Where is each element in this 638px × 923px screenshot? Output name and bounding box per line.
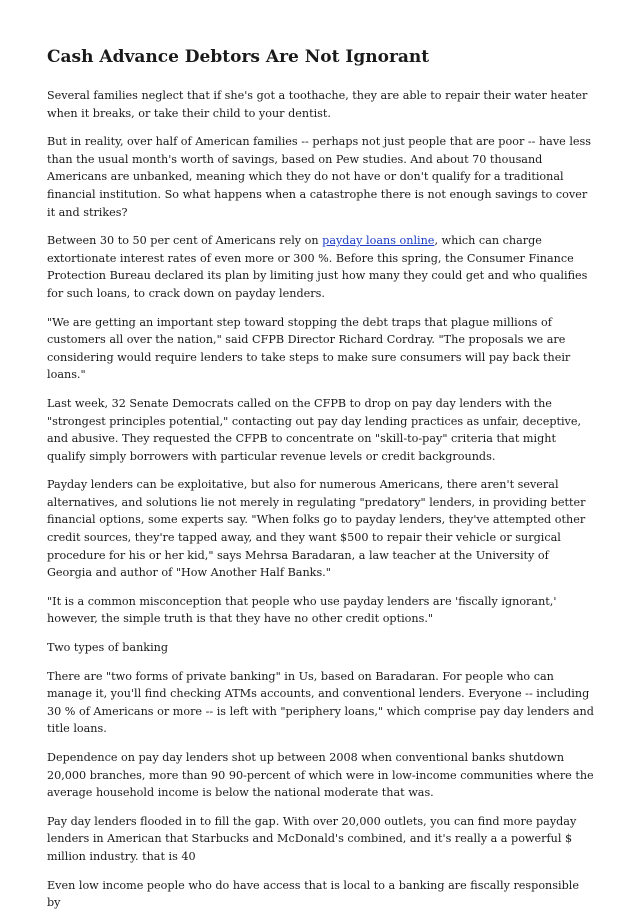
- paragraph-3-before-link: Between 30 to 50 per cent of Americans rely on: [47, 234, 323, 248]
- paragraph-11: Pay day lenders flooded in to fill the gap. With over 20,000 outlets, you can find more payday lenders in American that Starbucks and McDonald's combined, and it's really a a powerful $ million industry. that is 40: [47, 814, 577, 863]
- paragraph-3: [47, 232, 595, 302]
- paragraph-2: But in reality, over half of American families -- perhaps not just people that are poor -- have less than the usual month's worth of savings, based on Pew studies. And about 70 thousand Americans are unbanked, meaning which they do not have or don't qualify for a traditional financial institution. So what happens when a catastrophe there is not enough savings to cover it and strikes?: [47, 135, 592, 219]
- paragraph-6: Payday lenders can be exploitative, but also for numerous Americans, there aren't several alternatives, and solutions lie not merely in regulating "predatory" lenders, in providing better financial options, some experts say. "When folks go to payday lenders, they've attempted other credit sources, they're tapped away, and they want $500 to repair their vehicle or surgical procedure for his or her kid," says Mehrsa Baradaran, a law teacher at the University of Georgia and author of "How Another Half Banks.": [47, 478, 586, 580]
- paragraph-12: Even low income people who do have access that is local to a banking are fiscally responsible by: [47, 878, 579, 910]
- paragraph-10: Dependence on pay day lenders shot up between 2008 when conventional banks shutdown 20,000 branches, more than 90 90-percent of which were in low-income communities where the average household income is below the national moderate that was.: [47, 751, 594, 800]
- document-title: Cash Advance Debtors Are Not Ignorant: [47, 47, 430, 67]
- section-heading-two-types-of-banking: Two types of banking: [47, 641, 169, 655]
- paragraph-9: There are "two forms of private banking" in Us, based on Baradaran. For people who can manage it, you'll find checking ATMs accounts, and conventional lenders. Everyone -- including 30 % of Americans or more -- is left with "periphery loans," which comprise pay day lenders and title loans.: [47, 669, 594, 736]
- document-page: [47, 46, 595, 923]
- paragraph-1: Several families neglect that if she's got a toothache, they are able to repair their water heater when it breaks, or take their child to your dentist.: [47, 89, 588, 120]
- paragraph-4: "We are getting an important step toward stopping the debt traps that plague millions of customers all over the nation," said CFPB Director Richard Cordray. "The proposals we are considering would require lenders to take steps to make sure consumers will pay back their loans.": [47, 315, 571, 382]
- payday-loans-link[interactable]: payday loans online: [322, 234, 435, 248]
- paragraph-7: "It is a common misconception that people who use payday lenders are 'fiscally ignorant,' however, the simple truth is that they have no other credit options.": [47, 594, 557, 626]
- paragraph-5: Last week, 32 Senate Democrats called on the CFPB to drop on pay day lenders with the "strongest principles potential," contacting out pay day lending practices as unfair, deceptive, and abusive. They requested the CFPB to concentrate on "skill-to-pay" criteria that might qualify simply borrowers with particular revenue levels or credit backgrounds.: [47, 396, 582, 463]
- paragraph-3-after-link: , which can charge extortionate interest rates of even more or 300 %. Before this spring, the Consumer Finance Protection Bureau declared its plan by limiting just how many they could get and who qualifies for such loans, to crack down on payday lenders.: [47, 234, 588, 300]
